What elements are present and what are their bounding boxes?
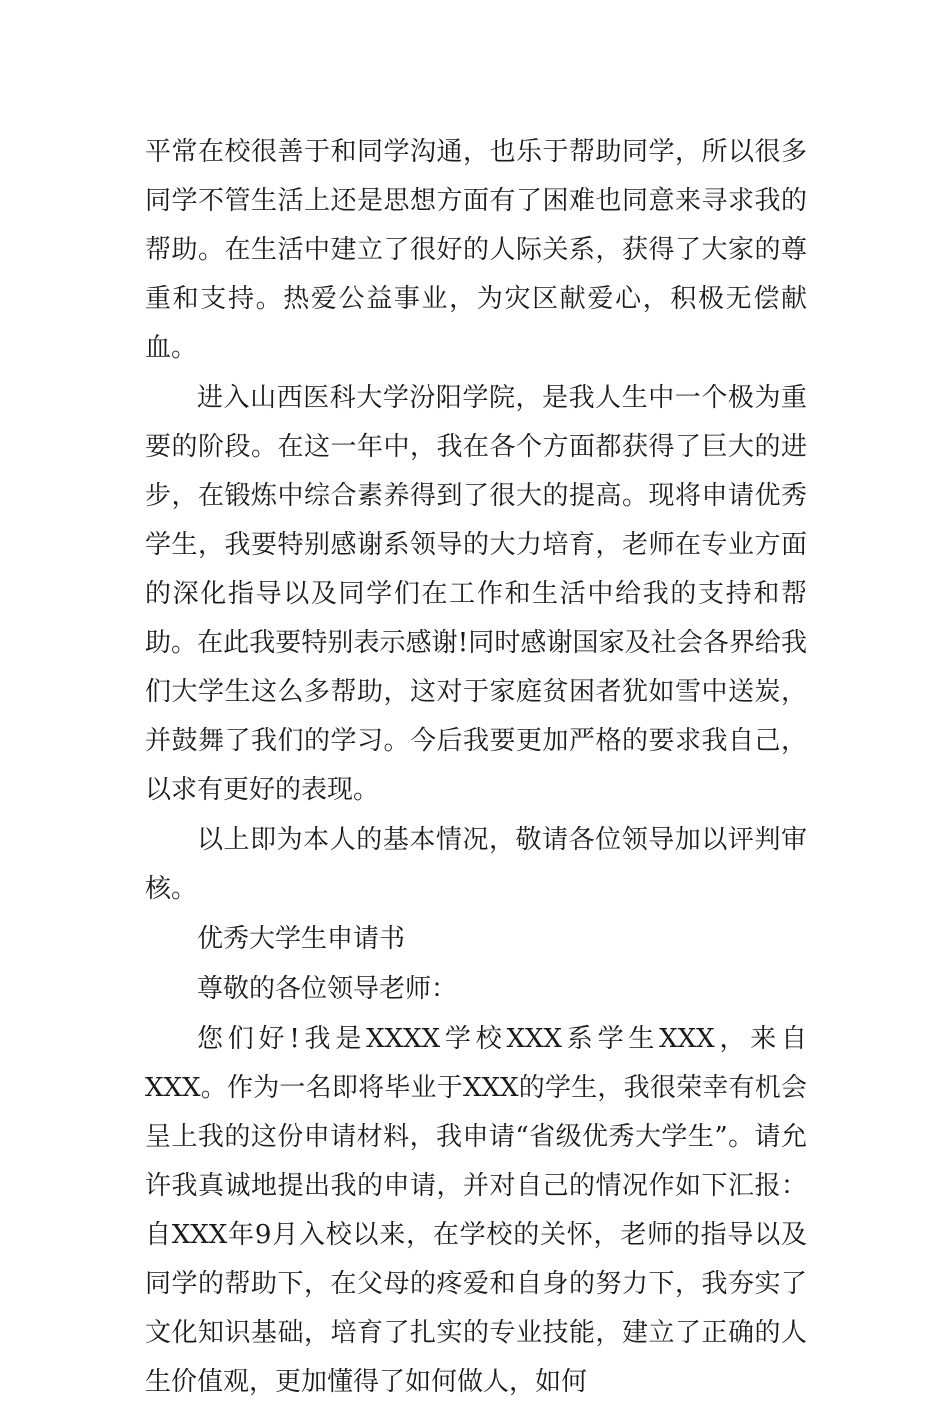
section-title: 优秀大学生申请书 bbox=[197, 924, 406, 954]
paragraph-1: 平常在校很善于和同学沟通，也乐于帮助同学，所以很多同学不管生活上还是思想方面有了困难也同意来寻求我的帮助。在生活中建立了很好的人际关系，获得了大家的尊重和支持。热爱公益事业，为灾区献爱心，积极无偿献血。 bbox=[145, 137, 807, 363]
salutation: 尊敬的各位领导老师： bbox=[197, 974, 458, 1004]
paragraph-6: 您们好!我是XXXX学校XXX系学生XXX，来自XXX。作为一名即将毕业于XXX的学生，我很荣幸有机会呈上我的这份申请材料，我申请“省级优秀大学生”。请允许我真诚地提出我的申请，并对自己的情况作如下汇报：自XXX年9月入校以来，在学校的关怀，老师的指导以及同学的帮助下，在父母的疼爱和自身的努力下，我夯实了文化知识基础，培育了扎实的专业技能，建立了正确的人生价值观，更加懂得了如何做人，如何 bbox=[145, 1024, 807, 1397]
paragraph-3: 以上即为本人的基本情况，敬请各位领导加以评判审核。 bbox=[145, 825, 807, 904]
paragraph-2: 进入山西医科大学汾阳学院，是我人生中一个极为重要的阶段。在这一年中，我在各个方面都获得了巨大的进步，在锻炼中综合素养得到了很大的提高。现将申请优秀学生，我要特别感谢系领导的大力培育，老师在专业方面的深化指导以及同学们在工作和生活中给我的支持和帮助。在此我要特别表示感谢!同时感谢国家及社会各界给我们大学生这么多帮助，这对于家庭贫困者犹如雪中送炭，并鼓舞了我们的学习。今后我要更加严格的要求我自己，以求有更好的表现。 bbox=[145, 383, 807, 805]
document-body bbox=[145, 128, 807, 1408]
